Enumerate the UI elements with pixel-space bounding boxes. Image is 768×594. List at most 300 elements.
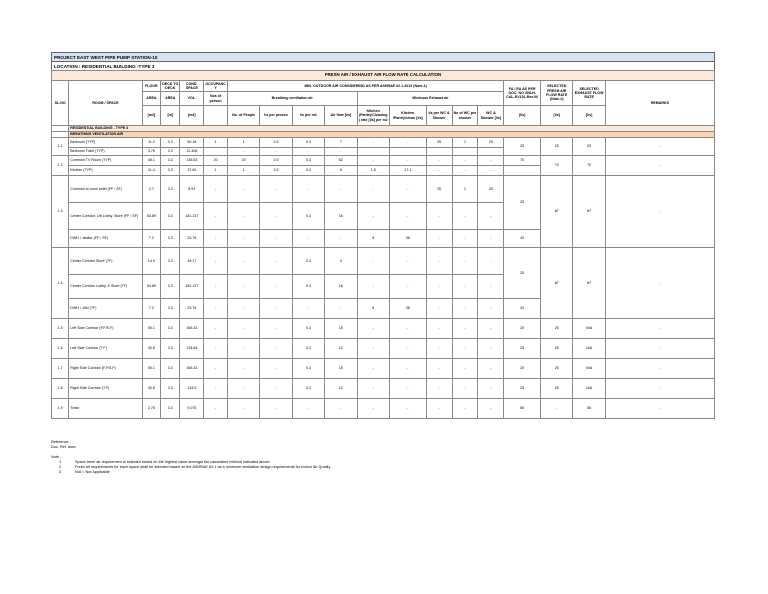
note-number: 1 xyxy=(59,460,62,464)
col-wc-shower: WC & Shower [l/s] xyxy=(478,106,504,126)
cell-deck: 3.3 xyxy=(161,319,180,339)
col-area2: AREA xyxy=(161,92,180,106)
cell-floor: 11.4 xyxy=(142,166,160,176)
cell-vol: 165.33 xyxy=(180,359,204,379)
cell-room: Left Side Corridor (T.F) xyxy=(69,339,142,359)
calculation-sheet xyxy=(51,52,715,419)
cell-sf: 25 xyxy=(541,379,573,399)
cell-vol: 12.408 xyxy=(180,148,204,156)
cell-lwc: - xyxy=(426,399,452,419)
cell-room: DWH / Janitor (FF / SF) xyxy=(69,230,142,248)
cell-vol: 181.137 xyxy=(180,275,204,299)
note-text: Space fresh air requirement is selected based on the highest value amongst the calculation method indicated above xyxy=(75,460,270,464)
cell-floor: 11.2 xyxy=(142,138,160,148)
cell-room: Center Corridor Lobby, & Store (TF) xyxy=(69,275,142,299)
col-airflow: Air flow [l/s] xyxy=(325,106,357,126)
cell-occ: 20 xyxy=(204,156,228,166)
cell-np: - xyxy=(227,299,259,319)
cell-rem: - xyxy=(605,319,714,339)
cell-fa: 25 xyxy=(504,339,541,359)
cell-fa xyxy=(504,166,541,176)
cell-sf: 70 xyxy=(541,156,573,176)
cell-lsp: - xyxy=(260,148,292,156)
col-sl-no: SL.NO xyxy=(52,81,69,126)
cell-af: 7 xyxy=(325,138,357,148)
cell-lsp: - xyxy=(260,248,292,275)
cell-wcs: - xyxy=(478,275,504,299)
cell-fa: 42 xyxy=(504,230,541,248)
col-deck: DECK TO DECK xyxy=(162,81,179,90)
cell-af: - xyxy=(325,148,357,156)
cell-np: 20 xyxy=(227,156,259,166)
table-row xyxy=(52,339,715,359)
cell-lsp: - xyxy=(260,379,292,399)
cell-lsm: 0.3 xyxy=(292,203,324,230)
cell-sl: 1.5 xyxy=(52,319,69,339)
unit-ls: [l/s] xyxy=(504,106,541,126)
cell-nwc: - xyxy=(452,319,478,339)
cell-room: Left Side Corridor (F.F/S.F) xyxy=(69,319,142,339)
col-min-outdoor: MIN. OUTDOOR AIR CONSIDERING AS PER ASHRAE 62.1-2013 (Note-1) xyxy=(227,81,503,92)
cell-rem: - xyxy=(605,156,714,176)
unit-ls2: [l/s] xyxy=(541,106,573,126)
cell-vol: 50.18 xyxy=(180,138,204,148)
cell-kr: - xyxy=(357,156,389,166)
cell-occ: 1 xyxy=(204,138,228,148)
cell-wcs: - xyxy=(478,299,504,319)
cell-np: - xyxy=(227,176,259,203)
cell-sf: 25 xyxy=(541,359,573,379)
notes-block xyxy=(51,440,330,475)
col-area: AREA xyxy=(142,92,160,106)
cell-af: - xyxy=(325,230,357,248)
cell-room: Center Corridor, Lift Lobby, Store (FF / SF) xyxy=(69,203,142,230)
table-row xyxy=(52,319,715,339)
cell-lsp: - xyxy=(260,359,292,379)
cell-room: Common to room toilet (FF / SF) xyxy=(69,176,142,203)
cell-af: 6 xyxy=(325,166,357,176)
cell-rem: - xyxy=(605,379,714,399)
cell-kl: - xyxy=(389,319,426,339)
cell-lsp: - xyxy=(260,275,292,299)
cell-rem: - xyxy=(605,359,714,379)
cell-lwc: - xyxy=(426,275,452,299)
cell-nwc: - xyxy=(452,275,478,299)
cell-kr: - xyxy=(357,176,389,203)
cell-room: Kitchen (TYP) xyxy=(69,166,142,176)
note-number: 2 xyxy=(59,465,62,469)
cell-vol: 9.075 xyxy=(180,399,204,419)
cell-kr: - xyxy=(357,359,389,379)
cell-lsp: - xyxy=(260,339,292,359)
col-selected-exhaust: SELECTED EXHAUST FLOW RATE xyxy=(573,81,605,106)
cell-lwc: - xyxy=(426,299,452,319)
cell-lsm: 0.3 xyxy=(292,248,324,275)
cell-wcs: 25 xyxy=(478,176,504,203)
col-ls-person: l/s per person xyxy=(260,106,292,126)
cell-np: - xyxy=(227,230,259,248)
section-building: RESIDENTIAL BUILDING - TYPE 3 xyxy=(69,126,715,132)
cell-np: - xyxy=(227,275,259,299)
cell-deck: 3.3 xyxy=(161,248,180,275)
cell-occ: - xyxy=(204,379,228,399)
cell-wcs: - xyxy=(478,379,504,399)
cell-room: DWH / JAN (TF) xyxy=(69,299,142,319)
cell-fa: 70 xyxy=(504,156,541,166)
cell-room: Right Side Corridor (F.F/S.F) xyxy=(69,359,142,379)
cell-af: 16 xyxy=(325,275,357,299)
cell-lwc: 25 xyxy=(426,138,452,148)
cell-sl: 1.2 xyxy=(52,156,69,176)
cell-occ: - xyxy=(204,339,228,359)
cell-lsm: - xyxy=(292,399,324,419)
cell-room: Center Corridor Store (TF) xyxy=(69,248,142,275)
cell-floor: 3.76 xyxy=(142,148,160,156)
cell-lsm: 0.3 xyxy=(292,379,324,399)
cell-kr: 5 xyxy=(357,299,389,319)
cell-lsp: - xyxy=(260,299,292,319)
unit-ls3: [l/s] xyxy=(573,106,605,126)
cell-wcs xyxy=(478,148,504,156)
cell-af: - xyxy=(325,299,357,319)
cell-lsp: - xyxy=(260,230,292,248)
table-row xyxy=(52,156,715,166)
note-list xyxy=(51,460,330,475)
cell-nwc: - xyxy=(452,203,478,230)
cell-floor: 7.2 xyxy=(142,230,160,248)
cell-lsp: - xyxy=(260,176,292,203)
cell-af: - xyxy=(325,176,357,203)
cell-vol: 49.17 xyxy=(180,248,204,275)
cell-sf: 25 xyxy=(541,339,573,359)
cell-nwc: 1 xyxy=(452,138,478,148)
cell-floor: 2.75 xyxy=(142,399,160,419)
cell-nwc: 1 xyxy=(452,176,478,203)
cell-af: 4 xyxy=(325,248,357,275)
cell-lsm: 0.3 xyxy=(292,339,324,359)
cell-lsp: 2.5 xyxy=(260,156,292,166)
cell-sf: 25 xyxy=(541,319,573,339)
section-breathing: BREATHING VENTILATION AIR xyxy=(69,132,715,138)
cell-vol: 23.76 xyxy=(180,230,204,248)
col-no-people: No. of People xyxy=(227,106,259,126)
cell-af: 15 xyxy=(325,359,357,379)
cell-lsp: - xyxy=(260,203,292,230)
cell-sl: 1.7 xyxy=(52,359,69,379)
cell-lsm: 0.3 xyxy=(292,138,324,148)
table-body xyxy=(52,138,715,419)
cell-lsm: - xyxy=(292,176,324,203)
cell-wcs: - xyxy=(478,203,504,230)
cell-np: - xyxy=(227,203,259,230)
cell-occ: - xyxy=(204,275,228,299)
col-vol: VOL. xyxy=(180,92,204,106)
cell-np: - xyxy=(227,339,259,359)
cell-floor: 50.1 xyxy=(142,319,160,339)
cell-rem: - xyxy=(605,339,714,359)
cell-floor: 50.1 xyxy=(142,359,160,379)
cell-nwc: - xyxy=(452,166,478,176)
cell-deck: 3.3 xyxy=(161,138,180,148)
cell-af: 12 xyxy=(325,379,357,399)
cell-nwc: - xyxy=(452,399,478,419)
cell-room: Common TV Room (TYP) xyxy=(69,156,142,166)
cell-kl: - xyxy=(389,203,426,230)
cell-sl: 1.1 xyxy=(52,138,69,156)
cell-kl: 17.1 xyxy=(389,166,426,176)
cell-room: Bedroom (TYP) xyxy=(69,138,142,148)
cell-nwc: - xyxy=(452,379,478,399)
note-text: N/A = Not Applicable xyxy=(75,470,110,474)
doc-ref: Doc. Ref. area xyxy=(51,445,76,449)
cell-lwc: - xyxy=(426,379,452,399)
calculation-table xyxy=(51,70,715,419)
cell-fa: 25 xyxy=(504,248,541,299)
cell-kr: - xyxy=(357,319,389,339)
table-row xyxy=(52,176,715,203)
cell-deck: 3.3 xyxy=(161,399,180,419)
cell-se: 70 xyxy=(573,156,605,176)
cell-sl: 1.8 xyxy=(52,379,69,399)
col-ls-wc: l/s per WC & Shower xyxy=(426,106,452,126)
cell-wcs: - xyxy=(478,339,504,359)
cell-np: 1 xyxy=(227,138,259,148)
cell-lsm: 0.3 xyxy=(292,319,324,339)
cell-floor: 14.9 xyxy=(142,248,160,275)
cell-nwc: - xyxy=(452,156,478,166)
cell-sl: 1.9 xyxy=(52,399,69,419)
cell-se: N/A xyxy=(573,339,605,359)
reference-label: Reference : xyxy=(51,440,71,444)
cell-se: 87 xyxy=(573,176,605,248)
cell-floor: 7.2 xyxy=(142,299,160,319)
cell-kr: - xyxy=(357,399,389,419)
cell-occ xyxy=(204,148,228,156)
cell-occ: - xyxy=(204,299,228,319)
cell-np: - xyxy=(227,319,259,339)
cell-vol: 134.5 xyxy=(180,379,204,399)
cell-lwc: - xyxy=(426,248,452,275)
cell-lwc xyxy=(426,148,452,156)
cell-kr: - xyxy=(357,379,389,399)
col-nos-person: Nos of person xyxy=(204,92,228,106)
cell-floor: 45.1 xyxy=(142,156,160,166)
cell-kr: - xyxy=(357,138,389,148)
table-row xyxy=(52,399,715,419)
cell-room: Trash xyxy=(69,399,142,419)
cell-kr: - xyxy=(357,339,389,359)
cell-floor: 54.89 xyxy=(142,203,160,230)
cell-lsm: 0.3 xyxy=(292,275,324,299)
table-row xyxy=(52,379,715,399)
cell-se: N/A xyxy=(573,359,605,379)
cell-kl: - xyxy=(389,138,426,148)
cell-np: - xyxy=(227,399,259,419)
cell-deck: 3.3 xyxy=(161,166,180,176)
cell-wcs: - xyxy=(478,230,504,248)
cell-nwc: - xyxy=(452,299,478,319)
cell-sl: 1.6 xyxy=(52,339,69,359)
cell-lsm: 0.3 xyxy=(292,156,324,166)
cell-np: - xyxy=(227,379,259,399)
cell-af: 62 xyxy=(325,156,357,166)
cell-floor: 54.89 xyxy=(142,275,160,299)
cell-kr: 1.5 xyxy=(357,166,389,176)
cell-kl: - xyxy=(389,399,426,419)
cell-kl: - xyxy=(389,359,426,379)
cell-lwc: - xyxy=(426,359,452,379)
cell-nwc: - xyxy=(452,248,478,275)
cell-lsm: - xyxy=(292,230,324,248)
unit-blank xyxy=(204,106,228,126)
unit-m3: [m3] xyxy=(180,106,204,126)
col-kitchen-rate: Kitchen (Pantry/Cleaning) rate [l/s] per m2 xyxy=(357,106,389,126)
cell-deck: 3.3 xyxy=(161,230,180,248)
project-title: PROJECT EAST WEST PIPE PUMP STATION-10 xyxy=(51,52,715,61)
cell-np: - xyxy=(227,359,259,379)
cell-kl: 36 xyxy=(389,230,426,248)
cell-kl: - xyxy=(389,248,426,275)
cell-sl: 1.4 xyxy=(52,248,69,319)
note-number: 3 xyxy=(59,470,62,474)
col-fa-ea: FA / EA AS PER DOC. NO 308-H-CAL-EV101-Rev.00 xyxy=(504,81,541,106)
col-selected-fresh: SELECTED FRESH AIR FLOW RATE (Note-2) xyxy=(541,81,573,106)
calc-title: FRESH AIR / EXHAUST AIR FLOW RATE CALCULATION xyxy=(52,71,715,81)
cell-occ: - xyxy=(204,230,228,248)
cell-deck: 3.3 xyxy=(161,156,180,166)
cell-nwc: - xyxy=(452,230,478,248)
cell-se: N/A xyxy=(573,319,605,339)
cell-room: Right Side Corridor (T.F) xyxy=(69,379,142,399)
col-min-exhaust: Minimum Exhaust air xyxy=(357,92,504,106)
cell-lsp: - xyxy=(260,399,292,419)
col-breathing: Breathing ventilation air xyxy=(227,92,357,106)
unit-m2: [m2] xyxy=(142,106,160,126)
cell-deck: 3.3 xyxy=(161,148,180,156)
col-remarks: REMARKS xyxy=(605,81,714,126)
cell-fa: 25 xyxy=(504,138,541,156)
note-text: Fresh air requirements for each space shall be selected based on the ASHRAE 62.1 as a minimum ventilation design requirements for Indoor Air Quality xyxy=(75,465,331,469)
cell-rem: - xyxy=(605,248,714,319)
cell-deck: 3.3 xyxy=(161,359,180,379)
cell-lwc: - xyxy=(426,339,452,359)
cell-kl: - xyxy=(389,379,426,399)
cell-wcs: - xyxy=(478,399,504,419)
cell-af: - xyxy=(325,399,357,419)
cell-fa: 25 xyxy=(504,176,541,230)
cell-lsm: - xyxy=(292,148,324,156)
cell-af: 12 xyxy=(325,339,357,359)
cell-sf: 87 xyxy=(541,248,573,319)
cell-lsm: 0.3 xyxy=(292,359,324,379)
cell-se: N/A xyxy=(573,379,605,399)
col-floor: FLOOR xyxy=(142,81,160,92)
cell-occ: - xyxy=(204,176,228,203)
table-row xyxy=(52,248,715,275)
col-room-space: ROOM / SPACE xyxy=(69,81,142,126)
cell-nwc: - xyxy=(452,339,478,359)
cell-np: 1 xyxy=(227,166,259,176)
unit-m: [m] xyxy=(161,106,180,126)
cell-rem: - xyxy=(605,176,714,248)
cell-af: 15 xyxy=(325,319,357,339)
cell-lsp: 2.5 xyxy=(260,166,292,176)
cell-kl: - xyxy=(389,275,426,299)
cell-kl: - xyxy=(389,339,426,359)
cell-occ: - xyxy=(204,399,228,419)
cell-vol: 181.137 xyxy=(180,203,204,230)
cell-occ: - xyxy=(204,248,228,275)
note-label: Note : xyxy=(51,455,62,459)
cell-vol: 8.91 xyxy=(180,176,204,203)
cell-occ: - xyxy=(204,359,228,379)
cell-se: 56 xyxy=(573,399,605,419)
cell-lwc: - xyxy=(426,156,452,166)
cell-wcs: - xyxy=(478,319,504,339)
cell-wcs: - xyxy=(478,166,504,176)
col-ls-m2: l/s per m2 xyxy=(292,106,324,126)
cell-deck: 3.3 xyxy=(161,203,180,230)
cell-occ: - xyxy=(204,319,228,339)
col-cond: COND. SPACE xyxy=(180,81,204,92)
cell-lwc: 25 xyxy=(426,176,452,203)
cell-wcs: - xyxy=(478,156,504,166)
cell-nwc: - xyxy=(452,359,478,379)
col-occupancy: OCCUPANCY xyxy=(205,81,226,90)
cell-occ: 1 xyxy=(204,166,228,176)
cell-kr: - xyxy=(357,203,389,230)
cell-sf: - xyxy=(541,399,573,419)
cell-lsp: 2.5 xyxy=(260,138,292,148)
cell-wcs: - xyxy=(478,248,504,275)
table-row xyxy=(52,359,715,379)
cell-kr: 5 xyxy=(357,230,389,248)
cell-vol: 23.76 xyxy=(180,299,204,319)
cell-np: - xyxy=(227,148,259,156)
col-kitchen-ls: Kitchen /Pantry/clean [l/s] xyxy=(389,106,426,126)
note-item xyxy=(51,470,330,475)
cell-sf: 25 xyxy=(541,138,573,156)
cell-rem: - xyxy=(605,138,714,156)
cell-floor: 40.8 xyxy=(142,339,160,359)
cell-nwc xyxy=(452,148,478,156)
cell-kl: - xyxy=(389,176,426,203)
location-title: LOCATION : RESIDENTIAL BUILDING -TYPE 3 xyxy=(51,61,715,70)
cell-deck: 3.3 xyxy=(161,339,180,359)
cell-af: 16 xyxy=(325,203,357,230)
cell-lsp: - xyxy=(260,319,292,339)
cell-kl xyxy=(389,148,426,156)
col-no-wc: No of WC per shower xyxy=(452,106,478,126)
cell-se: 25 xyxy=(573,138,605,156)
cell-np: - xyxy=(227,248,259,275)
cell-kr xyxy=(357,148,389,156)
cell-floor: 2.7 xyxy=(142,176,160,203)
cell-lsm: 0.3 xyxy=(292,166,324,176)
cell-lwc: - xyxy=(426,319,452,339)
cell-fa: 25 xyxy=(504,319,541,339)
cell-vol: 135.63 xyxy=(180,156,204,166)
cell-sf: 87 xyxy=(541,176,573,248)
cell-fa: 56 xyxy=(504,399,541,419)
cell-floor: 40.8 xyxy=(142,379,160,399)
cell-vol: 37.62 xyxy=(180,166,204,176)
cell-fa: 42 xyxy=(504,299,541,319)
cell-lwc: - xyxy=(426,203,452,230)
cell-kl: - xyxy=(389,156,426,166)
cell-wcs: 25 xyxy=(478,138,504,148)
cell-deck: 3.3 xyxy=(161,176,180,203)
